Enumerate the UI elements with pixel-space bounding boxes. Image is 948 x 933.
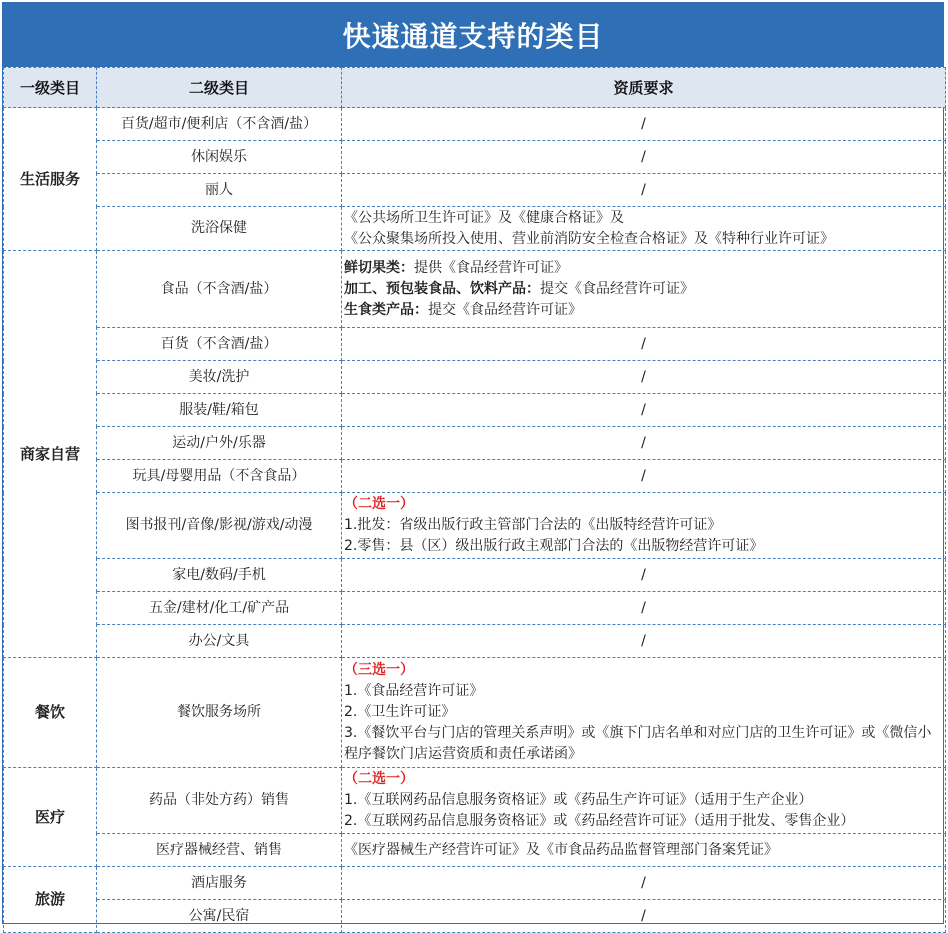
requirement-line: 1.《互联网药品信息服务资格证》或《药品生产许可证》（适用于生产企业） [344,792,813,808]
header-qualification: 资质要求 [342,68,946,108]
subcategory: 运动/户外/乐器 [97,427,342,460]
requirement: / [342,460,946,493]
requirement-line: 2.《卫生许可证》 [344,704,456,720]
category-merchant-self-operated: 商家自营 [4,251,97,658]
requirement: / [342,108,946,141]
table-row [4,207,946,251]
requirement: / [342,328,946,361]
table-row [4,394,946,427]
requirement: / [342,559,946,592]
requirement-text: 提交《食品经营许可证》 [540,280,694,297]
choice-note: （二选一） [344,496,414,512]
table-row [4,328,946,361]
requirement-line: 2.零售：县（区）级出版行政主观部门合法的《出版物经营许可证》 [344,538,764,554]
subcategory: 美妆/洗护 [97,361,342,394]
subcategory: 服装/鞋/箱包 [97,394,342,427]
subcategory: 洗浴保健 [97,207,342,251]
category-life-service: 生活服务 [4,108,97,251]
category-table [3,67,946,933]
requirement: / [342,427,946,460]
choice-note: （二选一） [344,771,414,787]
requirement [342,251,946,328]
table-row [4,427,946,460]
requirement [342,493,946,559]
table-row [4,559,946,592]
category-medical: 医疗 [4,768,97,867]
subcategory: 百货/超市/便利店（不含酒/盐） [97,108,342,141]
header-level1: 一级类目 [4,68,97,108]
requirement-key: 生食类产品： [344,301,428,318]
subcategory: 百货（不含酒/盐） [97,328,342,361]
requirement-text: 提交《食品经营许可证》 [428,301,582,318]
table-title: 快速通道支持的类目 [3,3,943,67]
requirement-line: 3.《餐饮平台与门店的管理关系声明》或《旗下门店名单和对应门店的卫生许可证》或《微信小程序餐饮门店运营资质和责任承诺函》 [344,725,932,762]
requirement: / [342,174,946,207]
qualification-table-frame [2,2,944,924]
requirement [342,207,946,251]
table-row [4,493,946,559]
requirement: / [342,900,946,933]
subcategory: 公寓/民宿 [97,900,342,933]
requirement-line: 《公共场所卫生许可证》及《健康合格证》及 [344,209,624,226]
requirement-key: 鲜切果类： [344,259,414,276]
requirement: / [342,867,946,900]
requirement: / [342,361,946,394]
requirement: / [342,394,946,427]
requirement-line: 《公众聚集场所投入使用、营业前消防安全检查合格证》及《特种行业许可证》 [344,230,834,247]
table-row [4,592,946,625]
table-row [4,141,946,174]
subcategory: 玩具/母婴用品（不含食品） [97,460,342,493]
requirement: / [342,141,946,174]
subcategory: 酒店服务 [97,867,342,900]
choice-note: （三选一） [344,662,414,678]
subcategory: 休闲娱乐 [97,141,342,174]
requirement-line: 1.批发：省级出版行政主管部门合法的《出版特经营许可证》 [344,517,722,533]
requirement: / [342,625,946,658]
table-row [4,251,946,328]
subcategory: 五金/建材/化工/矿产品 [97,592,342,625]
subcategory: 丽人 [97,174,342,207]
table-row [4,174,946,207]
table-row [4,768,946,834]
subcategory: 餐饮服务场所 [97,658,342,768]
table-row [4,658,946,768]
category-catering: 餐饮 [4,658,97,768]
table-row [4,867,946,900]
requirement [342,658,946,768]
subcategory: 食品（不含酒/盐） [97,251,342,328]
header-level2: 二级类目 [97,68,342,108]
category-travel: 旅游 [4,867,97,933]
table-row [4,834,946,867]
table-row [4,625,946,658]
requirement [342,834,946,867]
requirement-key: 加工、预包装食品、饮料产品： [344,280,540,297]
requirement-line: 2.《互联网药品信息服务资格证》或《药品经营许可证》（适用于批发、零售企业） [344,813,855,829]
requirement: / [342,592,946,625]
requirement [342,768,946,834]
subcategory: 办公/文具 [97,625,342,658]
table-row [4,460,946,493]
subcategory: 医疗器械经营、销售 [97,834,342,867]
subcategory: 图书报刊/音像/影视/游戏/动漫 [97,493,342,559]
subcategory: 药品（非处方药）销售 [97,768,342,834]
table-row [4,361,946,394]
requirement-line: 《医疗器械生产经营许可证》及《市食品药品监督管理部门备案凭证》 [344,841,778,858]
subcategory: 家电/数码/手机 [97,559,342,592]
table-row [4,108,946,141]
requirement-line: 1.《食品经营许可证》 [344,683,484,699]
requirement-text: 提供《食品经营许可证》 [414,259,568,276]
